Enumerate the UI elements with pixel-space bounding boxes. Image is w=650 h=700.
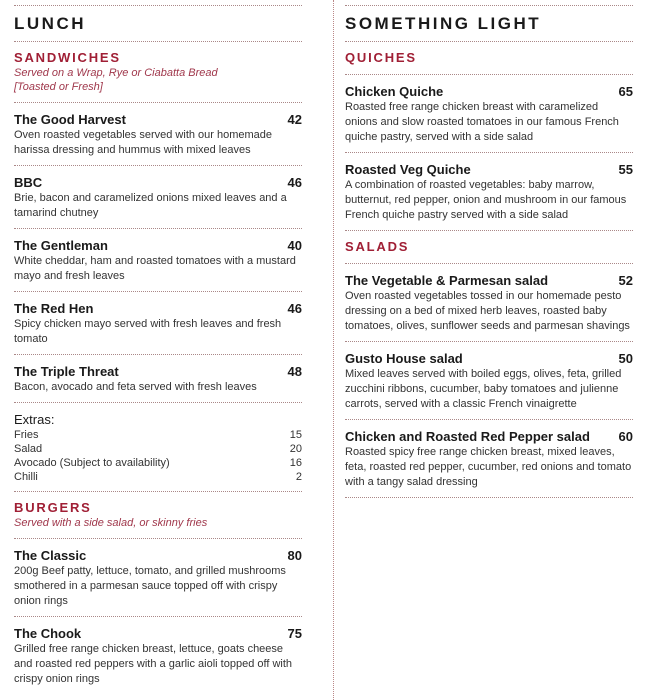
menu-item [14, 617, 302, 694]
extra-item [14, 428, 302, 442]
sandwiches-subtitle-2: [Toasted or Fresh] [14, 81, 103, 93]
extra-item [14, 442, 302, 456]
extra-name: Chilli [14, 471, 38, 483]
menu-item-header [345, 161, 633, 178]
extra-item [14, 456, 302, 470]
sandwiches-heading: SANDWICHES [14, 50, 121, 65]
menu-item-description: Bacon, avocado and feta served with fresh leaves [14, 381, 257, 393]
menu-item-name: The Red Hen [14, 301, 94, 316]
extras-list [14, 428, 302, 484]
burgers-heading: BURGERS [14, 500, 92, 515]
quiches-header [345, 42, 633, 74]
extra-price: 15 [289, 429, 302, 441]
sandwich-list [14, 102, 302, 403]
menu-item [14, 292, 302, 354]
menu-item-price: 46 [287, 301, 302, 316]
quiches-heading: QUICHES [345, 50, 417, 65]
menu-item [345, 420, 633, 497]
menu-item-price: 46 [287, 175, 302, 190]
menu-item-name: Roasted Veg Quiche [345, 162, 471, 177]
menu-item-name: BBC [14, 175, 43, 190]
menu-item-name: The Vegetable & Parmesan salad [345, 273, 549, 288]
menu-item-description: A combination of roasted vegetables: baby marrow, butternut, red pepper, onion and mushroom in our famous French quiche pastry served with a side salad [345, 179, 627, 221]
menu-item [14, 229, 302, 291]
menu-item-description: Oven roasted vegetables served with our homemade harissa dressing and hummus with mixed leaves [14, 129, 273, 156]
menu-item-name: The Gentleman [14, 238, 108, 253]
menu-item-price: 60 [618, 429, 633, 444]
menu-item-name: Gusto House salad [345, 351, 463, 366]
menu-item-header [345, 272, 633, 289]
divider [345, 497, 633, 498]
menu-item-description: Grilled free range chicken breast, lettuce, goats cheese and roasted red peppers with a garlic aioli topped off with crispy onion rings [14, 643, 293, 685]
lunch-heading: LUNCH [14, 14, 86, 33]
menu-item [345, 75, 633, 152]
quiche-list [345, 74, 633, 231]
menu-item [345, 153, 633, 230]
extras-section [14, 403, 302, 491]
menu-item-description: Brie, bacon and caramelized onions mixed leaves and a tamarind chutney [14, 192, 287, 219]
menu-item-description: 200g Beef patty, lettuce, tomato, and grilled mushrooms smothered in a parmesan sauce topped off with crispy onion rings [14, 565, 286, 607]
menu-item-header [14, 625, 302, 642]
menu-item-price: 42 [287, 112, 302, 127]
menu-item-header [14, 237, 302, 254]
menu-item-header [345, 83, 633, 100]
menu-item-header [14, 111, 302, 128]
extra-price: 2 [295, 471, 302, 483]
menu-item-name: Chicken Quiche [345, 84, 444, 99]
menu-item-name: The Chook [14, 626, 82, 641]
lunch-column [14, 0, 302, 694]
menu-item-price: 40 [287, 238, 302, 253]
menu-item-price: 52 [618, 273, 633, 288]
menu-item-header [345, 350, 633, 367]
menu-item-description: Oven roasted vegetables tossed in our homemade pesto dressing on a bed of mixed herb leaves, roasted baby tomatoes, olives, sunflower seeds and parmesan shavings [345, 290, 630, 332]
sandwiches-header [14, 42, 302, 102]
salads-header [345, 231, 633, 263]
menu-item-name: The Classic [14, 548, 87, 563]
burgers-header [14, 492, 302, 538]
extra-price: 16 [289, 457, 302, 469]
menu-item-header [14, 300, 302, 317]
sandwiches-subtitle: Served on a Wrap, Rye or Ciabatta Bread [14, 67, 218, 79]
menu-item-price: 50 [618, 351, 633, 366]
menu-item-name: The Triple Threat [14, 364, 119, 379]
menu-item-description: Spicy chicken mayo served with fresh leaves and fresh tomato [14, 318, 282, 345]
menu-item-price: 80 [287, 548, 302, 563]
menu-item-header [14, 547, 302, 564]
column-divider [333, 0, 334, 700]
menu-item-name: Chicken and Roasted Red Pepper salad [345, 429, 590, 444]
menu-item [14, 103, 302, 165]
something-light-column [345, 0, 633, 498]
menu-item [345, 342, 633, 419]
extra-name: Fries [14, 429, 39, 441]
menu-item-header [14, 174, 302, 191]
extra-item [14, 470, 302, 484]
menu-item [14, 166, 302, 228]
menu-item-name: The Good Harvest [14, 112, 126, 127]
salads-heading: SALADS [345, 239, 410, 254]
extra-name: Salad [14, 443, 43, 455]
burgers-subtitle: Served with a side salad, or skinny fries [14, 517, 208, 529]
menu-item-price: 65 [618, 84, 633, 99]
menu-item-description: Mixed leaves served with boiled eggs, olives, feta, grilled zucchini ribbons, cucumber, baby tomatoes and julienne carrots, served with a classic French vinaigrette [345, 368, 622, 410]
menu-item-price: 48 [287, 364, 302, 379]
menu-item-price: 55 [618, 162, 633, 177]
extras-heading: Extras: [14, 412, 55, 427]
menu-item-header [14, 363, 302, 380]
salad-list [345, 263, 633, 498]
burger-list [14, 538, 302, 694]
something-light-heading: SOMETHING LIGHT [345, 14, 542, 33]
menu-item [345, 264, 633, 341]
menu-item-description: Roasted spicy free range chicken breast, mixed leaves, feta, roasted red pepper, cucumber, red onions and tomato with a tangy salad dressing [345, 446, 632, 488]
menu-item-description: White cheddar, ham and roasted tomatoes with a mustard mayo and fresh leaves [14, 255, 296, 282]
extra-name: Avocado (Subject to availability) [14, 457, 170, 469]
menu-item-price: 75 [287, 626, 302, 641]
menu-item [14, 539, 302, 616]
extra-price: 20 [289, 443, 302, 455]
menu-item [14, 355, 302, 402]
menu-item-description: Roasted free range chicken breast with caramelized onions and slow roasted tomatoes in our famous French quiche pastry, served with a side salad [345, 101, 619, 143]
menu-item-header [345, 428, 633, 445]
